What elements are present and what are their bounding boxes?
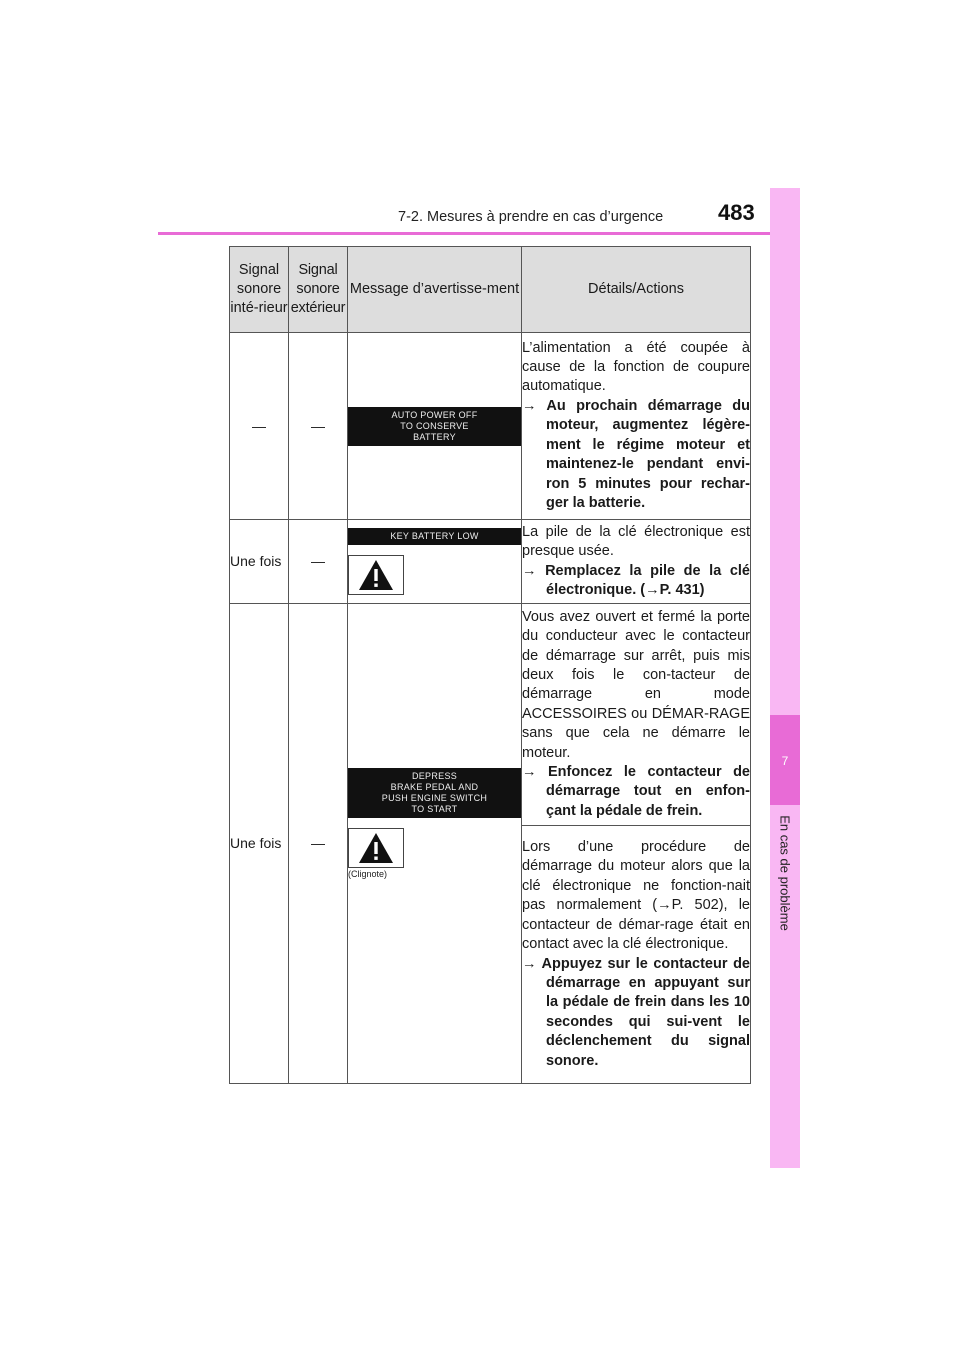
details-cell bbox=[522, 604, 751, 826]
external-buzzer-cell: — bbox=[289, 604, 348, 1084]
details-cell bbox=[522, 333, 751, 520]
page-number: 483 bbox=[718, 200, 755, 225]
action-text: → Au prochain démarrage du moteur, augmentez légère-ment le régime moteur et maintenez-le pendant envi-ron 5 minutes pour rechar-ger la batterie. bbox=[522, 397, 750, 511]
chapter-title: En cas de problème bbox=[777, 815, 793, 931]
header-divider bbox=[158, 232, 798, 235]
table-row bbox=[230, 333, 751, 520]
message-cell bbox=[348, 333, 522, 520]
header-message: Message d’avertisse-ment bbox=[348, 247, 522, 333]
detail-text: La pile de la clé électronique est presque usée. bbox=[522, 523, 750, 560]
detail-text: Lors d’une procédure de démarrage du moteur alors que la clé électronique ne fonction-nait pas normalement (→P. 502), le contacteur de démar-rage était en contact avec la clé électronique. bbox=[522, 839, 750, 953]
warning-message-table bbox=[229, 246, 751, 1084]
message-cell bbox=[348, 520, 522, 604]
chapter-side-tab bbox=[770, 188, 800, 1168]
warning-triangle-icon bbox=[348, 828, 404, 868]
display-message: AUTO POWER OFF TO CONSERVE BATTERY bbox=[348, 407, 521, 446]
external-buzzer-cell: — bbox=[289, 520, 348, 604]
table-header-row bbox=[230, 247, 751, 333]
external-buzzer-cell: — bbox=[289, 333, 348, 520]
message-cell bbox=[348, 604, 522, 1084]
display-message: DEPRESS BRAKE PEDAL AND PUSH ENGINE SWITCH TO START bbox=[348, 768, 521, 818]
section-title: 7-2. Mesures à prendre en cas d’urgence bbox=[398, 209, 664, 225]
warning-triangle-icon bbox=[348, 555, 404, 595]
header-internal-buzzer: Signal sonore inté-rieur bbox=[230, 247, 289, 333]
display-message: KEY BATTERY LOW bbox=[348, 528, 521, 545]
internal-buzzer-cell: — bbox=[230, 333, 289, 520]
details-cell bbox=[522, 520, 751, 604]
internal-buzzer-cell: Une fois bbox=[230, 604, 289, 1084]
blink-note: (Clignote) bbox=[348, 869, 388, 879]
table-row bbox=[230, 520, 751, 604]
details-cell bbox=[522, 826, 751, 1084]
header-external-buzzer: Signal sonore extérieur bbox=[289, 247, 348, 333]
action-text: → Remplacez la pile de la clé électronique. (→P. 431) bbox=[522, 562, 750, 598]
action-text: → Enfoncez le contacteur de démarrage tout en enfon-çant la pédale de frein. bbox=[522, 764, 750, 819]
chapter-number: 7 bbox=[781, 754, 789, 768]
action-text: → Appuyez sur le contacteur de démarrage en appuyant sur la pédale de frein dans les 10 secondes qui sui-vent le déclenchement du signal sonore. bbox=[522, 955, 750, 1069]
detail-text: Vous avez ouvert et fermé la porte du conducteur avec le contacteur de démarrage sur arrêt, puis mis deux fois le con-tacteur de démarrage en mode ACCESSOIRES ou DÉMAR-RAGE sans que cela ne démarre le moteur. bbox=[522, 608, 750, 761]
table-row bbox=[230, 604, 751, 826]
detail-text: L’alimentation a été coupée à cause de la fonction de coupure automatique. bbox=[522, 339, 750, 395]
header-details: Détails/Actions bbox=[522, 247, 751, 333]
internal-buzzer-cell: Une fois bbox=[230, 520, 289, 604]
